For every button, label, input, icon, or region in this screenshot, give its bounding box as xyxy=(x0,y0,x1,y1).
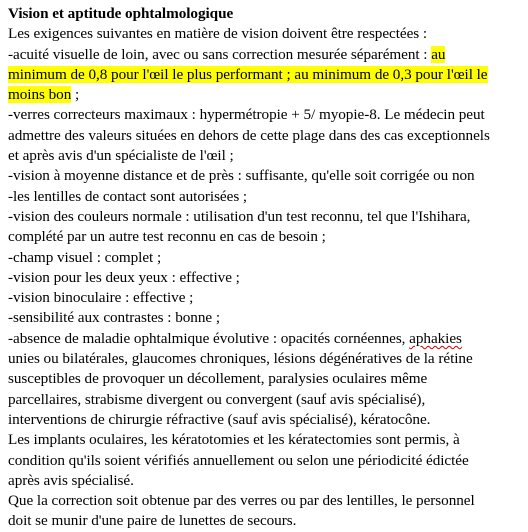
highlighted-text: au xyxy=(431,45,446,63)
text-line: condition qu'ils soient vérifiés annuellement ou selon une périodicité édictée xyxy=(8,451,469,469)
text-line: Les implants oculaires, les kératotomies et les kératectomies sont permis, à xyxy=(8,431,460,449)
text-line xyxy=(8,329,526,349)
text-line: -verres correcteurs maximaux : hypermétropie + 5/ myopie-8. Le médecin peut xyxy=(8,106,485,124)
text-line: -vision à moyenne distance et de près : suffisante, qu'elle soit corrigée ou non xyxy=(8,167,475,185)
text-span: -absence de maladie ophtalmique évolutive : opacités cornéennes, xyxy=(8,329,410,347)
text-line: -sensibilité aux contrastes : bonne ; xyxy=(8,309,220,327)
text-line: Que la correction soit obtenue par des verres ou par des lentilles, le personnel xyxy=(8,492,475,510)
acuity-line-2 xyxy=(8,65,526,85)
text-line: -vision pour les deux yeux : effective ; xyxy=(8,268,240,286)
document-title: Vision et aptitude ophtalmologique xyxy=(8,5,234,22)
text-line: unies ou bilatérales, glaucomes chroniques, lésions dégénératives de la rétine xyxy=(8,350,473,368)
text-line: parcellaires, strabisme divergent ou convergent (sauf avis spécialisé), xyxy=(8,390,426,408)
text-line: -les lentilles de contact sont autorisées ; xyxy=(8,187,248,205)
text-line: -vision binoculaire : effective ; xyxy=(8,289,194,307)
highlighted-text: moins bon xyxy=(8,86,72,104)
text-line: interventions de chirurgie réfractive (sauf avis spécialisé), kératocône. xyxy=(8,410,431,428)
acuity-line-1 xyxy=(8,45,526,65)
acuity-text: ; xyxy=(71,86,80,104)
text-line: et après avis d'un spécialiste de l'œil ; xyxy=(8,147,234,165)
text-line: doit se munir d'une paire de lunettes de secours. xyxy=(8,512,297,530)
text-line: -champ visuel : complet ; xyxy=(8,248,162,266)
acuity-text: -acuité visuelle de loin, avec ou sans correction mesurée séparément : xyxy=(8,45,432,63)
text-line: après avis spécialisé. xyxy=(8,471,134,489)
text-line: -vision des couleurs normale : utilisation d'un test reconnu, tel que l'Ishihara, xyxy=(8,207,471,225)
text-line: complété par un autre test reconnu en cas de besoin ; xyxy=(8,228,326,246)
spellcheck-flagged-word[interactable]: aphakies xyxy=(409,329,462,347)
acuity-line-3 xyxy=(8,85,526,105)
highlighted-text: minimum de 0,8 pour l'œil le plus performant ; au minimum de 0,3 pour l'œil le xyxy=(8,65,488,83)
document-body xyxy=(8,4,526,532)
text-line: admettre des valeurs situées en dehors de cette plage dans des cas exceptionnels xyxy=(8,126,490,144)
intro-line: Les exigences suivantes en matière de vision doivent être respectées : xyxy=(8,25,428,43)
text-line: susceptibles de provoquer un décollement, paralysies oculaires même xyxy=(8,370,428,388)
